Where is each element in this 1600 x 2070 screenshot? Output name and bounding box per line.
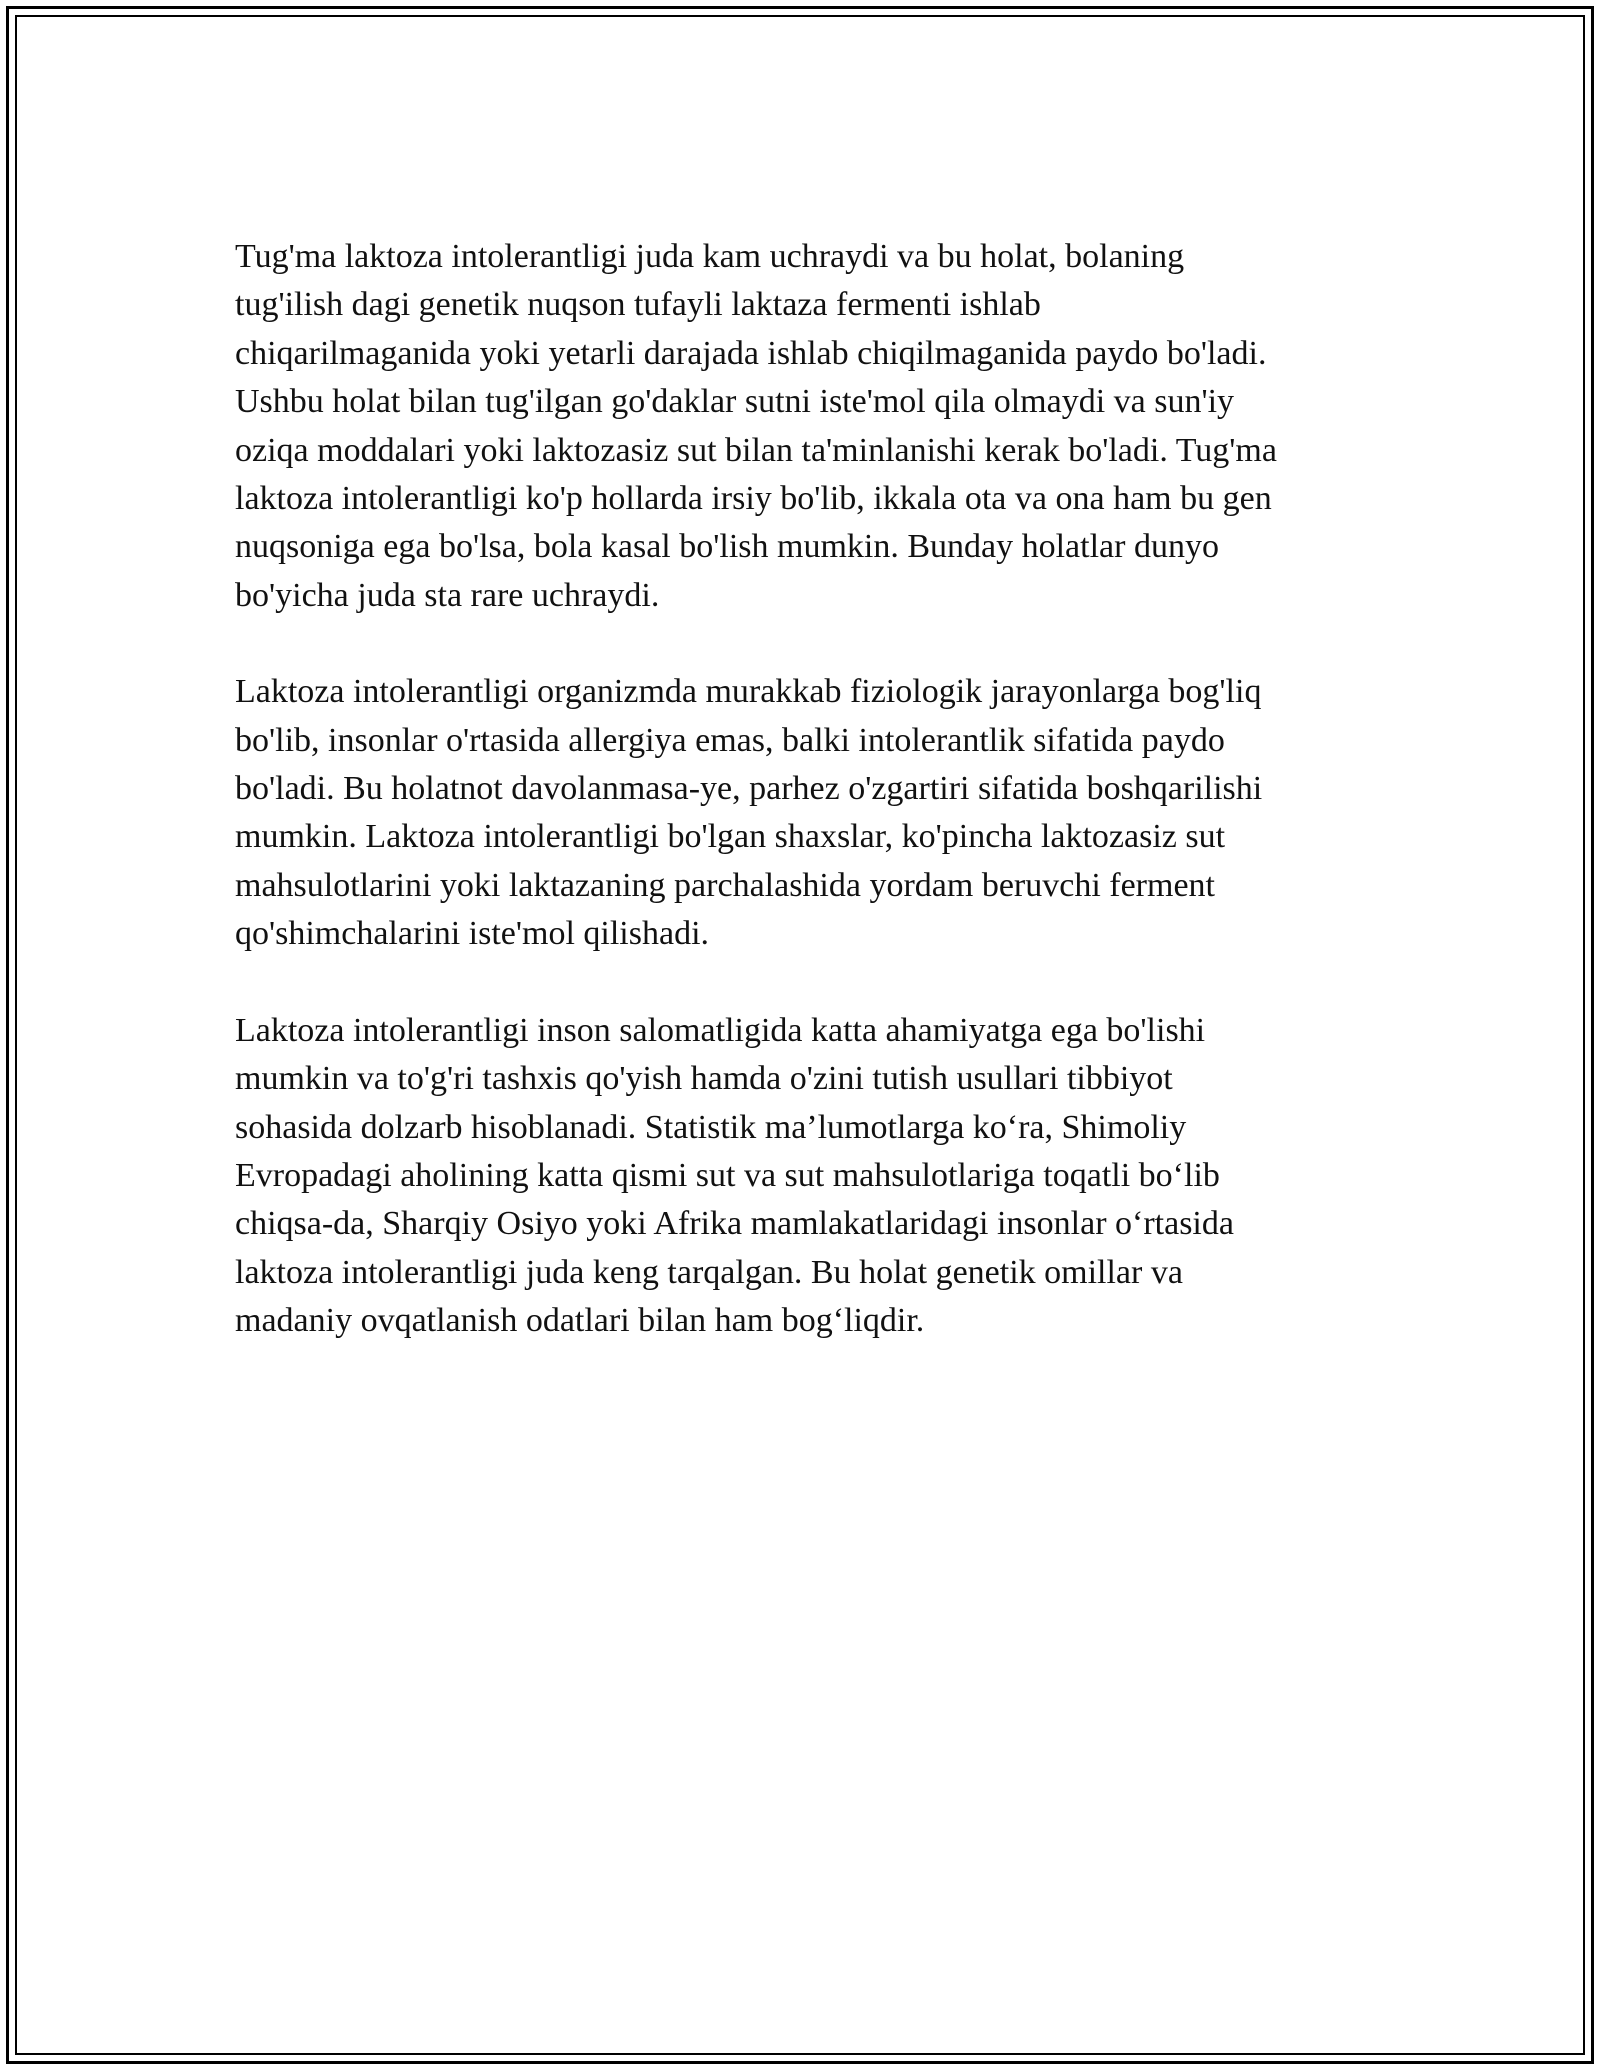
paragraph-physiology-and-management: Laktoza intolerantligi organizmda murakkab fiziologik jarayonlarga bog'liq bo'lib, insonlar o'rtasida allergiya emas, balki intolerantlik sifatida paydo bo'ladi. Bu holatnot davolanmasa-ye, parhez o'zgartiri sifatida boshqarilishi mumkin. Laktoza intolerantligi bo'lgan shaxslar, ko'pincha laktozasiz sut mahsulotlarini yoki laktazaning parchalashida yordam beruvchi ferment qo'shimchalarini iste'mol qilishadi.: [235, 673, 1263, 953]
paragraph-congenital-lactose-intolerance: Tug'ma laktoza intolerantligi juda kam uchraydi va bu holat, bolaning tug'ilish dagi genetik nuqson tufayli laktaza fermenti ishlab chiqarilmaganida yoki yetarli darajada ishlab chiqilmaganida paydo bo'ladi. Ushbu holat bilan tug'ilgan go'daklar sutni iste'mol qila olmaydi va sun'iy oziqa moddalari yoki laktozasiz sut bilan ta'minlanishi kerak bo'ladi. Tug'ma laktoza intolerantligi ko'p hollarda irsiy bo'lib, ikkala ota va ona ham bu gen nuqsoniga ega bo'lsa, bola kasal bo'lish mumkin. Bunday holatlar dunyo bo'yicha juda sta rare uchraydi.: [235, 238, 1277, 614]
document-body: [235, 233, 1375, 1394]
paragraph-health-significance: Laktoza intolerantligi inson salomatligida katta ahamiyatga ega bo'lishi mumkin va to'g'ri tashxis qo'yish hamda o'zini tutish usullari tibbiyot sohasida dolzarb hisoblanadi. Statistik ma’lumotlarga ko‘ra, Shimoliy Evropadagi aholining katta qismi sut va sut mahsulotlariga toqatli bo‘lib chiqsa-da, Sharqiy Osiyo yoki Afrika mamlakatlaridagi insonlar o‘rtasida laktoza intolerantligi juda keng tarqalgan. Bu holat genetik omillar va madaniy ovqatlanish odatlari bilan ham bog‘liqdir.: [235, 1011, 1234, 1340]
